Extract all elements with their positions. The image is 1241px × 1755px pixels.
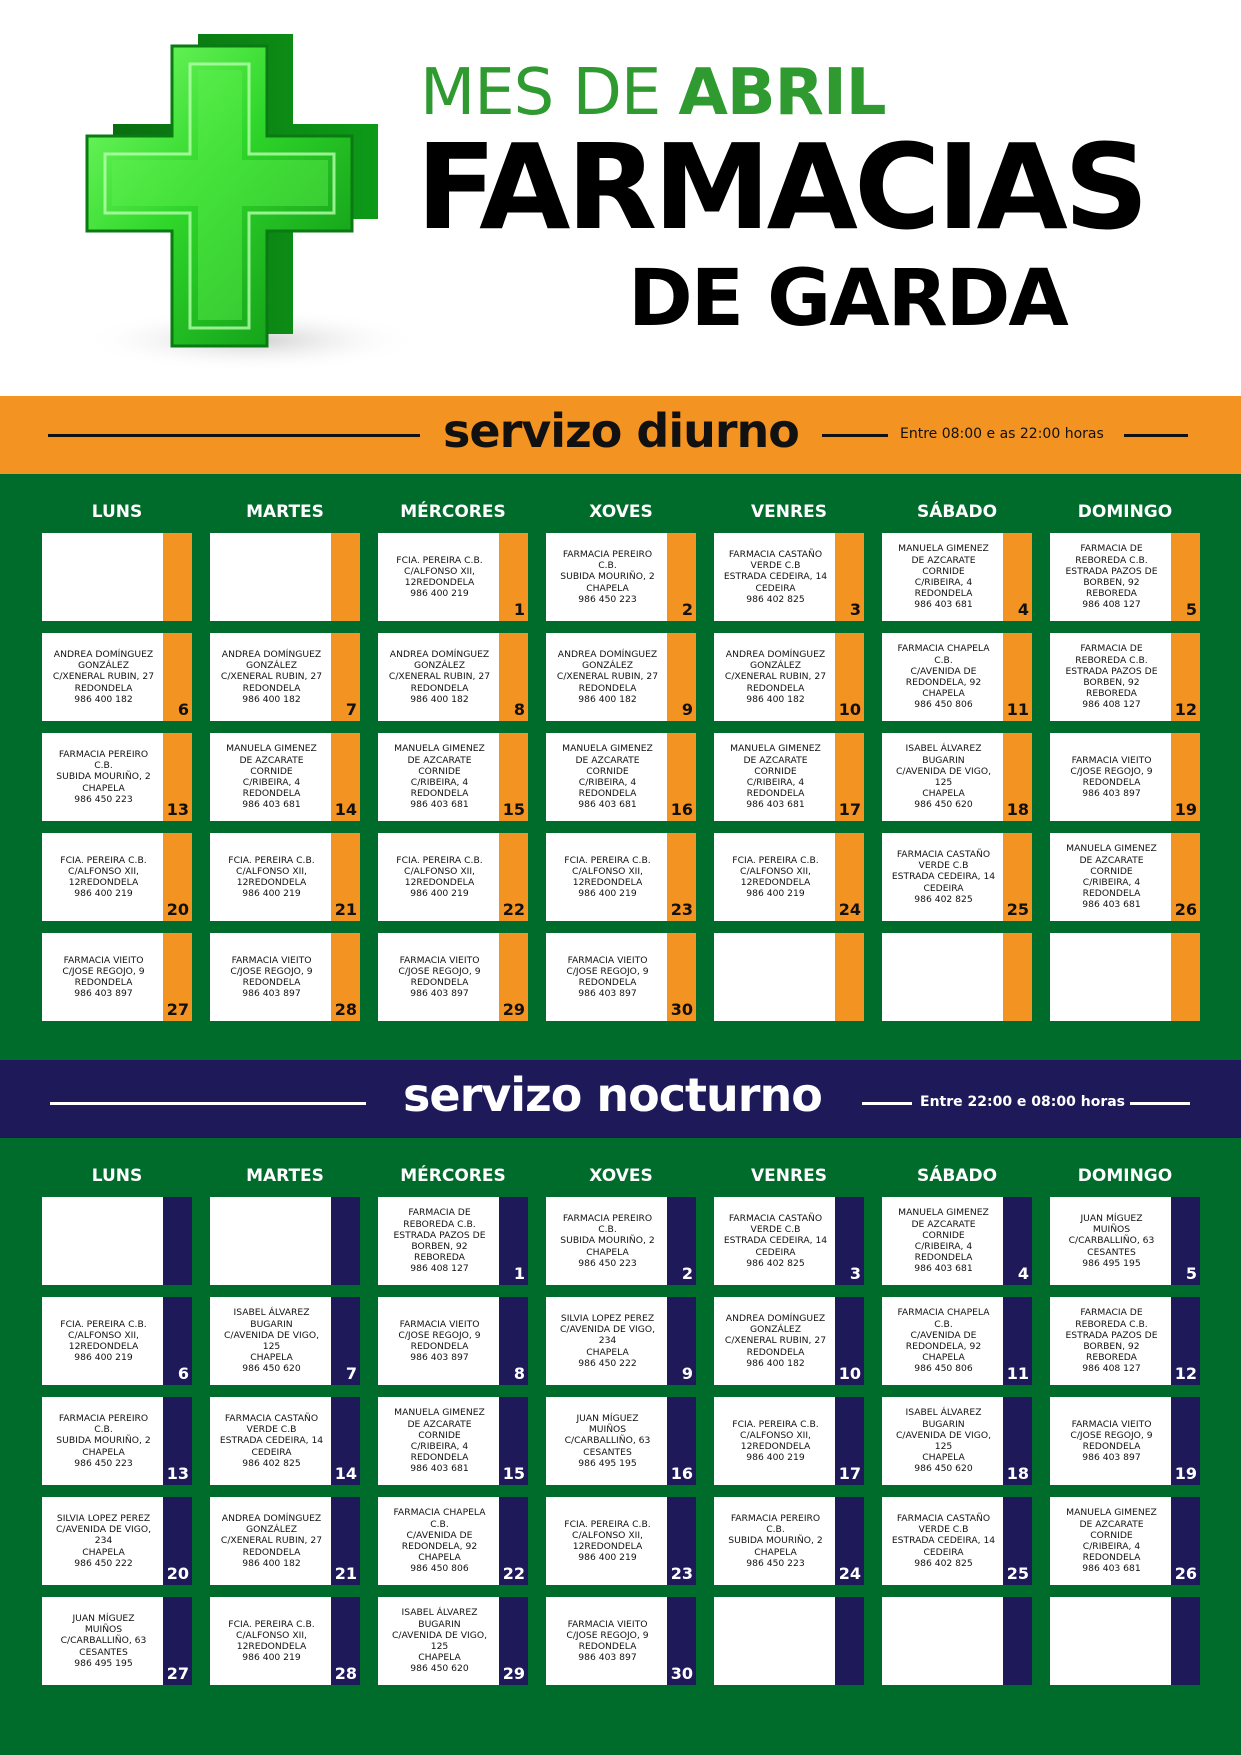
day-color-strip [1003,1597,1032,1685]
pharmacy-info: ISABEL ÁLVAREZ BUGARIN C/AVENIDA DE VIGO, 125 CHAPELA 986 450 620 [895,1407,992,1475]
pharmacy-info: FARMACIA DE REBOREDA C.B. ESTRADA PAZOS DE BORBEN, 92 REBOREDA 986 408 127 [1065,1307,1158,1375]
day-number: 10 [838,700,861,719]
calendar-day-cell [210,833,360,921]
pharmacy-info: FARMACIA VIEITO C/JOSE REGOJO, 9 REDONDELA 986 403 897 [230,954,313,1000]
pharmacy-info [44,533,163,621]
main-subtitle: DE GARDA [628,254,1067,344]
day-number: 7 [345,1364,357,1383]
pharmacy-info [212,533,331,621]
day-color-strip [163,533,192,621]
pharmacy-info: FCIA. PEREIRA C.B. C/ALFONSO XII, 12REDONDELA 986 400 219 [60,1318,147,1364]
calendar-day-cell [378,1597,528,1685]
weekday-header: VENRES [751,502,827,522]
poster-header [0,0,1241,396]
pharmacy-info: ANDREA DOMÍNGUEZ GONZÁLEZ C/XENERAL RUBIN, 27 REDONDELA 986 400 182 [220,1512,323,1569]
day-number: 19 [1174,1464,1197,1483]
day-number: 16 [670,1464,693,1483]
pharmacy-info: FARMACIA PEREIRO C.B. SUBIDA MOURIÑO, 2 CHAPELA 986 450 223 [56,1412,151,1469]
day-number: 23 [670,1564,693,1583]
calendar-day-cell [546,1497,696,1585]
pharmacy-info: FARMACIA VIEITO C/JOSE REGOJO, 9 REDONDELA 986 403 897 [1070,754,1153,800]
day-number: 9 [681,700,693,719]
pharmacy-info: FARMACIA CASTAÑO VERDE C.B ESTRADA CEDEIRA, 14 CEDEIRA 986 402 825 [219,1412,324,1469]
weekday-header: XOVES [589,502,653,522]
pharmacy-info: FARMACIA CHAPELA C.B. C/AVENIDA DE REDONDELA, 92 CHAPELA 986 450 806 [897,1307,990,1375]
servizo-nocturno-hours: Entre 22:00 e 08:00 horas [920,1094,1126,1110]
pharmacy-info: FARMACIA CASTAÑO VERDE C.B ESTRADA CEDEIRA, 14 CEDEIRA 986 402 825 [891,1512,996,1569]
pharmacy-info: FCIA. PEREIRA C.B. C/ALFONSO XII, 12REDONDELA 986 400 219 [228,1618,315,1664]
pharmacy-info: ANDREA DOMÍNGUEZ GONZÁLEZ C/XENERAL RUBIN, 27 REDONDELA 986 400 182 [220,648,323,705]
band-divider-left [50,1102,366,1105]
pharmacy-info: ISABEL ÁLVAREZ BUGARIN C/AVENIDA DE VIGO, 125 CHAPELA 986 450 620 [895,743,992,811]
day-number: 3 [849,1264,861,1283]
day-number: 22 [502,1564,525,1583]
pharmacy-info: MANUELA GIMENEZ DE AZCARATE CORNIDE C/RIBEIRA, 4 REDONDELA 986 403 681 [898,1207,989,1275]
calendar-day-cell [882,1297,1032,1385]
calendar-day-cell [1050,1397,1200,1485]
day-number: 5 [1185,600,1197,619]
day-number: 2 [681,600,693,619]
calendar-day-cell [714,633,864,721]
calendar-day-cell [546,1297,696,1385]
weekday-header: MÉRCORES [400,502,506,522]
day-number: 27 [166,1000,189,1019]
pharmacy-info: MANUELA GIMENEZ DE AZCARATE CORNIDE C/RIBEIRA, 4 REDONDELA 986 403 681 [394,743,485,811]
calendar-empty-cell [882,1597,1032,1685]
day-color-strip [835,1597,864,1685]
pharmacy-info: FCIA. PEREIRA C.B. C/ALFONSO XII, 12REDONDELA 986 400 219 [564,854,651,900]
weekday-header: LUNS [91,1166,143,1186]
calendar-empty-cell [210,533,360,621]
servizo-diurno-title: servizo diurno [443,404,799,458]
calendar-day-cell [42,1297,192,1385]
calendar-day-cell [378,1197,528,1285]
pharmacy-info: FARMACIA PEREIRO C.B. SUBIDA MOURIÑO, 2 CHAPELA 986 450 223 [560,1212,655,1269]
calendar-day-cell [714,1497,864,1585]
calendar-day-cell [882,533,1032,621]
pharmacy-info [884,1597,1003,1685]
green-pharmacy-cross-icon [62,30,422,380]
calendar-day-cell [546,1397,696,1485]
month-name: ABRIL [678,56,886,130]
calendar-day-cell [42,1597,192,1685]
calendar-day-cell [714,1197,864,1285]
calendar-day-cell [1050,1197,1200,1285]
calendar-day-cell [882,1497,1032,1585]
calendar-day-cell [378,733,528,821]
pharmacy-info [212,1197,331,1285]
day-number: 22 [502,900,525,919]
day-number: 29 [502,1000,525,1019]
weekday-header: DOMINGO [1077,1166,1173,1186]
calendar-day-cell [42,933,192,1021]
calendar-day-cell [210,733,360,821]
day-number: 14 [334,1464,357,1483]
pharmacy-info: ANDREA DOMÍNGUEZ GONZÁLEZ C/XENERAL RUBIN, 27 REDONDELA 986 400 182 [556,648,659,705]
pharmacy-info: MANUELA GIMENEZ DE AZCARATE CORNIDE C/RIBEIRA, 4 REDONDELA 986 403 681 [226,743,317,811]
calendar-day-cell [1050,533,1200,621]
pharmacy-info: MANUELA GIMENEZ DE AZCARATE CORNIDE C/RIBEIRA, 4 REDONDELA 986 403 681 [1066,843,1157,911]
day-number: 29 [502,1664,525,1683]
pharmacy-info: FARMACIA CASTAÑO VERDE C.B ESTRADA CEDEIRA, 14 CEDEIRA 986 402 825 [891,848,996,905]
calendar-day-cell [42,833,192,921]
pharmacy-info: ISABEL ÁLVAREZ BUGARIN C/AVENIDA DE VIGO, 125 CHAPELA 986 450 620 [391,1607,488,1675]
calendar-day-cell [42,733,192,821]
calendar-empty-cell [42,533,192,621]
day-number: 6 [177,1364,189,1383]
calendar-day-cell [378,1297,528,1385]
pharmacy-info: FARMACIA VIEITO C/JOSE REGOJO, 9 REDONDELA 986 403 897 [62,954,145,1000]
pharmacy-info: FARMACIA PEREIRO C.B. SUBIDA MOURIÑO, 2 CHAPELA 986 450 223 [560,548,655,605]
pharmacy-info: FCIA. PEREIRA C.B. C/ALFONSO XII, 12REDONDELA 986 400 219 [564,1518,651,1564]
calendar-empty-cell [714,933,864,1021]
pharmacy-info: FARMACIA VIEITO C/JOSE REGOJO, 9 REDONDELA 986 403 897 [398,954,481,1000]
calendar-day-cell [210,1597,360,1685]
day-number: 17 [838,1464,861,1483]
day-number: 1 [513,1264,525,1283]
servizo-nocturno-calendar [0,1138,1241,1755]
band-divider-mid [862,1102,912,1105]
pharmacy-info [716,933,835,1021]
pharmacy-info: FARMACIA VIEITO C/JOSE REGOJO, 9 REDONDELA 986 403 897 [398,1318,481,1364]
day-number: 24 [838,900,861,919]
calendar-day-cell [882,633,1032,721]
day-number: 8 [513,700,525,719]
day-number: 30 [670,1000,693,1019]
day-number: 25 [1006,1564,1029,1583]
pharmacy-info: FARMACIA CASTAÑO VERDE C.B ESTRADA CEDEIRA, 14 CEDEIRA 986 402 825 [723,548,828,605]
day-number: 15 [502,1464,525,1483]
day-number: 11 [1006,700,1029,719]
pharmacy-info: FARMACIA PEREIRO C.B. SUBIDA MOURIÑO, 2 CHAPELA 986 450 223 [56,748,151,805]
day-number: 4 [1017,1264,1029,1283]
day-color-strip [331,1197,360,1285]
calendar-day-cell [714,533,864,621]
servizo-diurno-band [0,396,1241,474]
pharmacy-info: ANDREA DOMÍNGUEZ GONZÁLEZ C/XENERAL RUBIN, 27 REDONDELA 986 400 182 [388,648,491,705]
day-number: 14 [334,800,357,819]
day-number: 5 [1185,1264,1197,1283]
calendar-empty-cell [882,933,1032,1021]
calendar-day-cell [714,833,864,921]
day-number: 15 [502,800,525,819]
day-number: 7 [345,700,357,719]
day-number: 10 [838,1364,861,1383]
calendar-day-cell [546,1197,696,1285]
calendar-day-cell [42,1397,192,1485]
day-number: 24 [838,1564,861,1583]
day-number: 26 [1174,900,1197,919]
calendar-day-cell [42,1497,192,1585]
calendar-day-cell [546,833,696,921]
day-number: 17 [838,800,861,819]
pharmacy-info: FCIA. PEREIRA C.B. C/ALFONSO XII, 12REDONDELA 986 400 219 [396,554,483,600]
calendar-day-cell [882,1197,1032,1285]
pharmacy-info: MANUELA GIMENEZ DE AZCARATE CORNIDE C/RIBEIRA, 4 REDONDELA 986 403 681 [898,543,989,611]
day-number: 11 [1006,1364,1029,1383]
calendar-day-cell [42,633,192,721]
calendar-day-cell [210,633,360,721]
band-divider-right [1124,434,1188,437]
day-number: 3 [849,600,861,619]
pharmacy-info: MANUELA GIMENEZ DE AZCARATE CORNIDE C/RIBEIRA, 4 REDONDELA 986 403 681 [1066,1507,1157,1575]
day-number: 23 [670,900,693,919]
day-number: 1 [513,600,525,619]
calendar-empty-cell [42,1197,192,1285]
day-color-strip [835,933,864,1021]
weekday-header: DOMINGO [1077,502,1173,522]
pharmacy-info: SILVIA LOPEZ PEREZ C/AVENIDA DE VIGO, 234 CHAPELA 986 450 222 [55,1512,152,1569]
pharmacy-info: FCIA. PEREIRA C.B. C/ALFONSO XII, 12REDONDELA 986 400 219 [228,854,315,900]
day-number: 28 [334,1664,357,1683]
day-number: 4 [1017,600,1029,619]
calendar-day-cell [714,1297,864,1385]
pharmacy-info: ANDREA DOMÍNGUEZ GONZÁLEZ C/XENERAL RUBIN, 27 REDONDELA 986 400 182 [724,1312,827,1369]
pharmacy-info: ISABEL ÁLVAREZ BUGARIN C/AVENIDA DE VIGO, 125 CHAPELA 986 450 620 [223,1307,320,1375]
weekday-header: SÁBADO [916,502,998,522]
pharmacy-info: JUAN MÍGUEZ MUIÑOS C/CARBALLIÑO, 63 CESANTES 986 495 195 [564,1412,651,1469]
pharmacy-info: FCIA. PEREIRA C.B. C/ALFONSO XII, 12REDONDELA 986 400 219 [60,854,147,900]
calendar-day-cell [210,1397,360,1485]
pharmacy-info: MANUELA GIMENEZ DE AZCARATE CORNIDE C/RIBEIRA, 4 REDONDELA 986 403 681 [394,1407,485,1475]
day-number: 16 [670,800,693,819]
pharmacy-info: FARMACIA CHAPELA C.B. C/AVENIDA DE REDONDELA, 92 CHAPELA 986 450 806 [897,643,990,711]
day-number: 12 [1174,1364,1197,1383]
day-number: 13 [166,800,189,819]
servizo-nocturno-band [0,1060,1241,1138]
calendar-day-cell [546,1597,696,1685]
day-color-strip [1171,1597,1200,1685]
weekday-header: VENRES [751,1166,827,1186]
calendar-day-cell [378,833,528,921]
calendar-day-cell [546,733,696,821]
day-number: 12 [1174,700,1197,719]
pharmacy-info [884,933,1003,1021]
pharmacy-info: ANDREA DOMÍNGUEZ GONZÁLEZ C/XENERAL RUBIN, 27 REDONDELA 986 400 182 [724,648,827,705]
day-number: 21 [334,900,357,919]
pharmacy-info: JUAN MÍGUEZ MUIÑOS C/CARBALLIÑO, 63 CESANTES 986 495 195 [60,1612,147,1669]
day-number: 13 [166,1464,189,1483]
pharmacy-info: FCIA. PEREIRA C.B. C/ALFONSO XII, 12REDONDELA 986 400 219 [732,854,819,900]
pharmacy-info: FARMACIA VIEITO C/JOSE REGOJO, 9 REDONDELA 986 403 897 [566,954,649,1000]
pharmacy-info: FARMACIA DE REBOREDA C.B. ESTRADA PAZOS DE BORBEN, 92 REBOREDA 986 408 127 [1065,543,1158,611]
calendar-day-cell [714,1397,864,1485]
servizo-diurno-hours: Entre 08:00 e as 22:00 horas [900,426,1104,442]
calendar-day-cell [882,1397,1032,1485]
day-color-strip [331,533,360,621]
calendar-day-cell [546,933,696,1021]
calendar-day-cell [1050,1497,1200,1585]
calendar-day-cell [378,633,528,721]
calendar-empty-cell [210,1197,360,1285]
pharmacy-info: SILVIA LOPEZ PEREZ C/AVENIDA DE VIGO, 234 CHAPELA 986 450 222 [559,1312,656,1369]
calendar-day-cell [546,533,696,621]
calendar-day-cell [714,733,864,821]
day-number: 18 [1006,1464,1029,1483]
weekday-header: SÁBADO [916,1166,998,1186]
day-number: 27 [166,1664,189,1683]
pharmacy-info [44,1197,163,1285]
month-prefix: MES DE [420,56,661,130]
day-number: 21 [334,1564,357,1583]
calendar-day-cell [210,1497,360,1585]
day-number: 9 [681,1364,693,1383]
pharmacy-info: FARMACIA VIEITO C/JOSE REGOJO, 9 REDONDELA 986 403 897 [1070,1418,1153,1464]
weekday-header: MARTES [246,502,324,522]
pharmacy-info: FCIA. PEREIRA C.B. C/ALFONSO XII, 12REDONDELA 986 400 219 [396,854,483,900]
pharmacy-info: JUAN MÍGUEZ MUIÑOS C/CARBALLIÑO, 63 CESANTES 986 495 195 [1068,1212,1155,1269]
calendar-empty-cell [714,1597,864,1685]
pharmacy-info: FARMACIA DE REBOREDA C.B. ESTRADA PAZOS DE BORBEN, 92 REBOREDA 986 408 127 [1065,643,1158,711]
pharmacy-info: FCIA. PEREIRA C.B. C/ALFONSO XII, 12REDONDELA 986 400 219 [732,1418,819,1464]
day-number: 25 [1006,900,1029,919]
day-color-strip [163,1197,192,1285]
main-title: FARMACIAS [416,118,1145,256]
pharmacy-info [716,1597,835,1685]
calendar-day-cell [210,933,360,1021]
calendar-empty-cell [1050,1597,1200,1685]
weekday-header: XOVES [589,1166,653,1186]
calendar-day-cell [378,1397,528,1485]
day-number: 30 [670,1664,693,1683]
pharmacy-info: FARMACIA CASTAÑO VERDE C.B ESTRADA CEDEIRA, 14 CEDEIRA 986 402 825 [723,1212,828,1269]
calendar-day-cell [378,933,528,1021]
day-number: 28 [334,1000,357,1019]
pharmacy-info: FARMACIA DE REBOREDA C.B. ESTRADA PAZOS DE BORBEN, 92 REBOREDA 986 408 127 [393,1207,486,1275]
calendar-day-cell [378,533,528,621]
pharmacy-info [1052,1597,1171,1685]
day-number: 20 [166,1564,189,1583]
band-divider-right [1130,1102,1190,1105]
day-number: 2 [681,1264,693,1283]
day-color-strip [1171,933,1200,1021]
day-number: 18 [1006,800,1029,819]
day-number: 26 [1174,1564,1197,1583]
calendar-day-cell [1050,633,1200,721]
calendar-day-cell [546,633,696,721]
band-divider-left [48,434,420,437]
weekday-header: LUNS [91,502,143,522]
pharmacy-info: FARMACIA CHAPELA C.B. C/AVENIDA DE REDONDELA, 92 CHAPELA 986 450 806 [393,1507,486,1575]
pharmacy-info: FARMACIA PEREIRO C.B. SUBIDA MOURIÑO, 2 CHAPELA 986 450 223 [728,1512,823,1569]
servizo-nocturno-title: servizo nocturno [403,1068,822,1122]
band-divider-mid [822,434,888,437]
weekday-header: MÉRCORES [400,1166,506,1186]
pharmacy-info [1052,933,1171,1021]
calendar-day-cell [1050,733,1200,821]
pharmacy-info: ANDREA DOMÍNGUEZ GONZÁLEZ C/XENERAL RUBIN, 27 REDONDELA 986 400 182 [52,648,155,705]
day-number: 8 [513,1364,525,1383]
pharmacy-info: MANUELA GIMENEZ DE AZCARATE CORNIDE C/RIBEIRA, 4 REDONDELA 986 403 681 [730,743,821,811]
calendar-day-cell [1050,833,1200,921]
pharmacy-info: MANUELA GIMENEZ DE AZCARATE CORNIDE C/RIBEIRA, 4 REDONDELA 986 403 681 [562,743,653,811]
day-number: 19 [1174,800,1197,819]
calendar-day-cell [882,833,1032,921]
calendar-day-cell [210,1297,360,1385]
day-color-strip [1003,933,1032,1021]
calendar-day-cell [378,1497,528,1585]
pharmacy-info: FARMACIA VIEITO C/JOSE REGOJO, 9 REDONDELA 986 403 897 [566,1618,649,1664]
weekday-header: MARTES [246,1166,324,1186]
servizo-diurno-calendar [0,474,1241,1060]
calendar-day-cell [882,733,1032,821]
day-number: 6 [177,700,189,719]
day-number: 20 [166,900,189,919]
calendar-day-cell [1050,1297,1200,1385]
calendar-empty-cell [1050,933,1200,1021]
